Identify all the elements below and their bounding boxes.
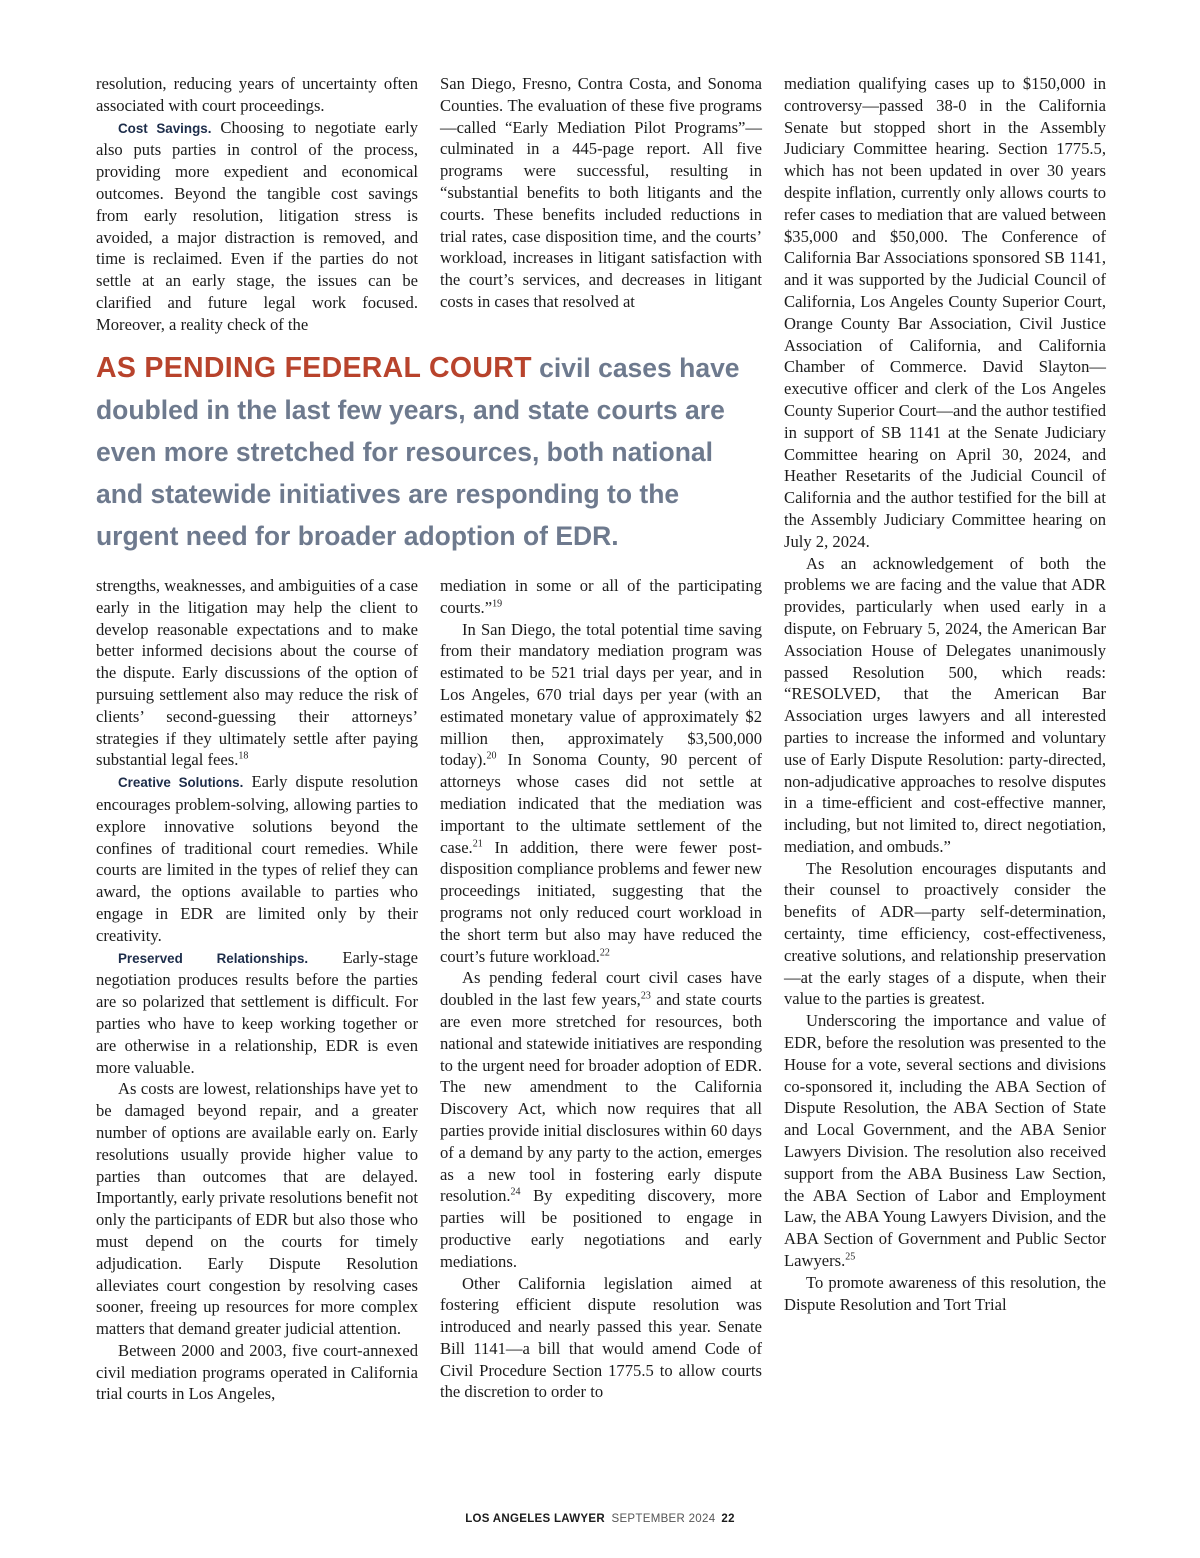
footnote-ref: 19 (492, 598, 503, 610)
run-in-heading: Creative Solutions. (118, 775, 244, 791)
column-1-top (96, 73, 418, 336)
column-1-bottom (96, 575, 418, 1405)
pull-quote-text: civil cases have doubled in the last few years, and state courts are even more stretched for resources, both national and statewide initiatives are responding to the urgent need for broader adoption of EDR. (96, 353, 740, 551)
footnote-ref: 18 (238, 750, 249, 762)
column-3 (784, 73, 1106, 1315)
column-2-top (440, 73, 762, 313)
footnote-ref: 23 (640, 990, 651, 1002)
paragraph: mediation in some or all of the participating courts.”$^{19}$ (440, 576, 762, 617)
paragraph-preserved-relationships: Preserved Relationships. Early-stage negotiation produces results before the parties are so polarized that settlement is difficult. For parties who have to keep working together or are otherwise in a relationship, EDR is even more valuable. (96, 947, 418, 1077)
paragraph: Between 2000 and 2003, five court-annexed civil mediation programs operated in California trial courts in Los Angeles, (96, 1340, 418, 1404)
paragraph: resolution, reducing years of uncertainty often associated with court proceedings. (96, 74, 418, 115)
paragraph-creative-solutions: Creative Solutions. Early dispute resolution encourages problem-solving, allowing parties to explore innovative solutions beyond the confines of traditional court remedies. While courts are limited in the types of relief they can award, the options available to parties who engage in EDR are limited only by their creativity. (96, 772, 418, 945)
paragraph: strengths, weaknesses, and ambiguities of a case early in the litigation may help the client to develop reasonable expectations and to make better informed decisions about the course of the dispute. Early discussions of the option of pursuing settlement also may reduce the risk of clients’ second-guessing their attorneys’ strategies if they ultimately settle after paying substantial legal fees.$^{18}$ (96, 576, 418, 770)
run-in-heading: Cost Savings. (118, 120, 212, 136)
publication-name: LOS ANGELES LAWYER (465, 1513, 605, 1525)
page-number: 22 (721, 1513, 735, 1525)
paragraph: Underscoring the importance and value of EDR, before the resolution was presented to the House for a vote, several sections and divisions co-sponsored it, including the ABA Section of Dispute Resolution, the ABA Section of State and Local Government, and the ABA Senior Lawyers Division. The resolution also received support from the ABA Business Law Section, the ABA Section of Labor and Employment Law, the ABA Young Lawyers Division, and the ABA Section of Government and Public Sector Lawyers.$^{25}$ (784, 1011, 1106, 1271)
paragraph: Other California legislation aimed at fostering efficient dispute resolution was introduced and nearly passed this year. Senate Bill 1141—a bill that would amend Code of Civil Procedure Section 1775.5 to allow courts the discretion to order to (440, 1273, 762, 1402)
paragraph: The Resolution encourages disputants and their counsel to proactively consider the benefits of ADR—party self-determination, certainty, time efficiency, cost-effectiveness, creative solutions, and relationship preservation—at the early stages of a dispute, when their value to the parties is greatest. (784, 858, 1106, 1009)
paragraph: San Diego, Fresno, Contra Costa, and Sonoma Counties. The evaluation of these five programs—called “Early Mediation Pilot Programs”—culminated in a 445-page report. All five programs were successful, resulting in “substantial benefits to both litigants and the courts. These benefits included reductions in trial rates, case disposition time, and the courts’ workload, increases in litigant satisfaction with the court’s services, and decreases in litigant costs in cases that resolved at (440, 74, 762, 311)
footnote-ref: 24 (510, 1186, 521, 1198)
run-in-heading: Preserved Relationships. (118, 950, 309, 966)
paragraph: To promote awareness of this resolution, the Dispute Resolution and Tort Trial (784, 1272, 1106, 1314)
paragraph: As pending federal court civil cases have doubled in the last few years,$^{23}$ and state courts are even more stretched for resources, both national and statewide initiatives are responding to the urgent need for broader adoption of EDR. The new amendment to the California Discovery Act, which now requires that all parties provide initial disclosures within 60 days of a demand by any party to the action, emerges as a new tool in fostering early dispute resolution.$^{24}$ By expediting discovery, more parties will be positioned to engage in productive early negotiations and early mediations. (440, 968, 762, 1271)
footnote-ref: 20 (486, 750, 497, 762)
issue-date: SEPTEMBER 2024 (611, 1513, 716, 1525)
page-footer (0, 1513, 1200, 1525)
paragraph: mediation qualifying cases up to $150,000 in controversy—passed 38-0 in the California Senate but stopped short in the Assembly Judiciary Committee hearing. Section 1775.5, which has not been updated in over 30 years despite inflation, currently only allows courts to refer cases to mediation that are valued between $35,000 and $50,000. The Conference of California Bar Associations sponsored SB 1141, and it was supported by the Judicial Council of California, Los Angeles County Superior Court, Orange County Bar Association, Civil Justice Association of California, and California Chamber of Commerce. David Slayton—executive officer and clerk of the Los Angeles County Superior Court—and the author testified in support of SB 1141 at the Senate Judiciary Committee hearing on April 30, 2024, and Heather Resetarits of the Judicial Council of California and the author testified for the bill at the Assembly Judiciary Committee hearing on July 2, 2024. (784, 74, 1106, 551)
paragraph: In San Diego, the total potential time saving from their mandatory mediation program was estimated to be 521 trial days per year, and in Los Angeles, 670 trial days per year (with an estimated monetary value of approximately $2 million then, approximately $3,500,000 today).$^{20}$ In Sonoma County, 90 percent of attorneys whose cases did not settle at mediation indicated that the mediation was important to the ultimate settlement of the case.$^{21}$ In addition, there were fewer post-disposition compliance problems and fewer new proceedings initiated, suggesting that the programs not only reduced court workload in the short term but also may have reduced the court’s future workload.$^{22}$ (440, 619, 762, 966)
paragraph: As costs are lowest, relationships have yet to be damaged beyond repair, and a greater number of options are available early on. Early resolutions usually provide higher value to parties than outcomes that are delayed. Importantly, early private resolutions benefit not only the participants of EDR but also those who must depend on the courts for timely adjudication. Early Dispute Resolution alleviates court congestion by resolving cases sooner, freeing up resources for more complex matters that demand greater judicial attention. (96, 1079, 418, 1339)
footnote-ref: 22 (599, 947, 610, 959)
footnote-ref: 25 (845, 1251, 856, 1263)
paragraph-cost-savings: Cost Savings. Choosing to negotiate early also puts parties in control of the process, providing more expedient and economical outcomes. Beyond the tangible cost savings from early resolution, litigation stress is avoided, a major distraction is removed, and time is reclaimed. Even if the parties do not settle at an early stage, the issues can be clarified and future legal work focused. Moreover, a reality check of the (96, 117, 418, 334)
paragraph: As an acknowledgement of both the problems we are facing and the value that ADR provides, particularly when used early in a dispute, on February 5, 2024, the American Bar Association House of Delegates unanimously passed Resolution 500, which reads: “RESOLVED, that the American Bar Association urges lawyers and all interested parties to increase the informed and voluntary use of Early Dispute Resolution: party-directed, non-adjudicative approaches to resolve disputes in a time-efficient and cost-effective manner, including, but not limited to, direct negotiation, mediation, and ombuds.” (784, 553, 1106, 856)
column-2-bottom (440, 575, 762, 1403)
footnote-ref: 21 (472, 838, 483, 850)
pull-quote-lead: AS PENDING FEDERAL COURT (96, 352, 532, 384)
pull-quote (96, 347, 766, 557)
